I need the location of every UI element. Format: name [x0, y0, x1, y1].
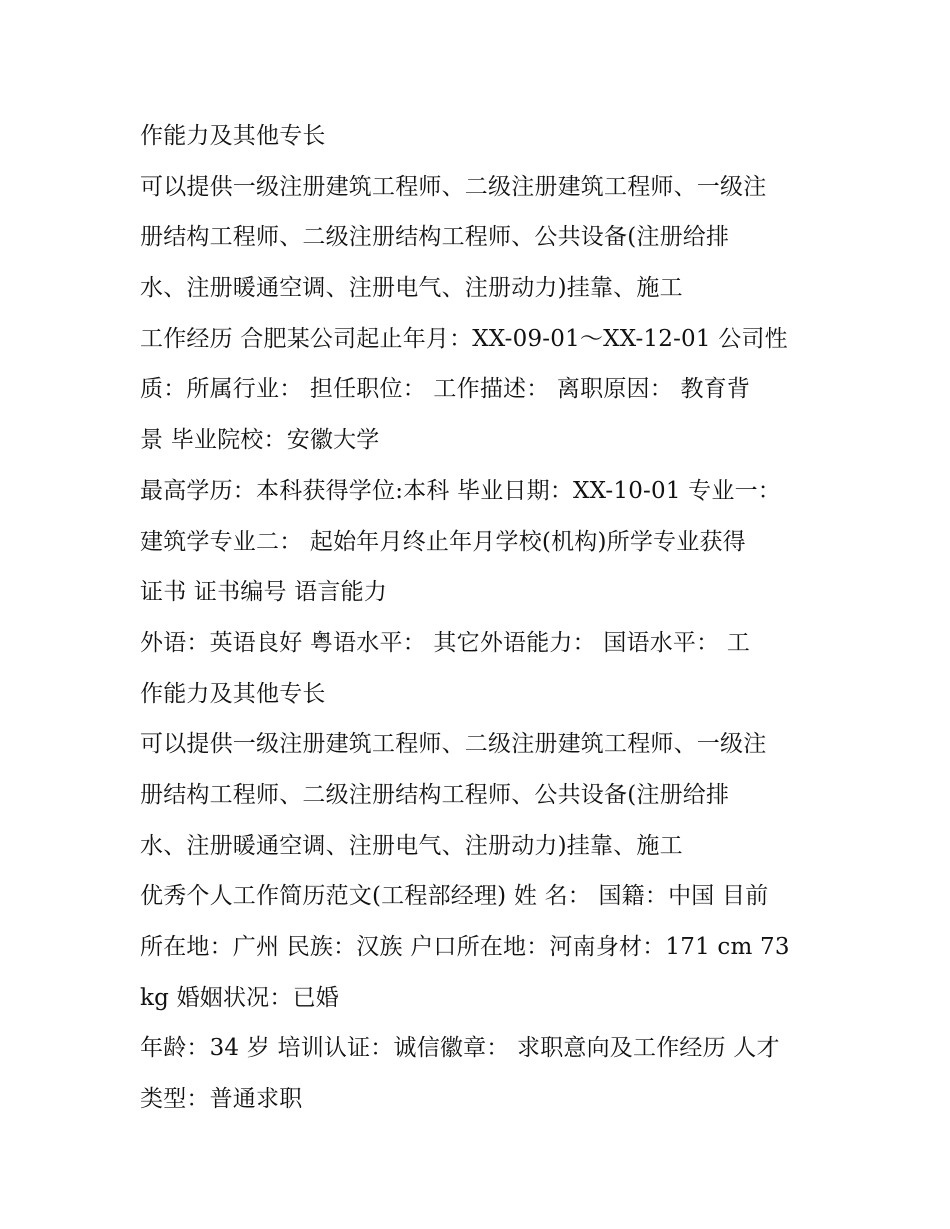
- text-line: 册结构工程师、二级注册结构工程师、公共设备(注册给排: [140, 781, 730, 808]
- text-line: 水、注册暖通空调、注册电气、注册动力)挂靠、施工: [140, 275, 683, 302]
- text-line: 证书 证书编号 语言能力: [140, 579, 388, 606]
- text-line: 工作经历 合肥某公司起止年月：XX-09-01～XX-12-01 公司性: [140, 325, 788, 352]
- text-line: 优秀个人工作简历范文(工程部经理) 姓 名： 国籍：中国 目前: [140, 883, 769, 910]
- text-line: kg 婚姻状况：已婚: [140, 984, 339, 1011]
- text-line: 册结构工程师、二级注册结构工程师、公共设备(注册给排: [140, 224, 730, 251]
- text-line: 类型：普通求职: [140, 1086, 303, 1113]
- text-line: 建筑学专业二： 起始年月终止年月学校(机构)所学专业获得: [140, 528, 746, 555]
- text-line: 景 毕业院校：安徽大学: [140, 427, 380, 454]
- text-line: 质：所属行业： 担任职位： 工作描述： 离职原因： 教育背: [140, 376, 751, 403]
- text-line: 年龄：34 岁 培训认证：诚信徽章： 求职意向及工作经历 人才: [140, 1035, 780, 1062]
- text-line: 可以提供一级注册建筑工程师、二级注册建筑工程师、一级注: [140, 731, 767, 758]
- text-line: 水、注册暖通空调、注册电气、注册动力)挂靠、施工: [140, 832, 683, 859]
- text-line: 最高学历：本科获得学位:本科 毕业日期：XX-10-01 专业一：: [140, 477, 781, 504]
- text-line: 所在地：广州 民族：汉族 户口所在地：河南身材：171 cm 73: [140, 934, 790, 960]
- text-line: 作能力及其他专长: [140, 123, 326, 149]
- text-line: 可以提供一级注册建筑工程师、二级注册建筑工程师、一级注: [140, 173, 767, 200]
- text-line: 外语：英语良好 粤语水平： 其它外语能力： 国语水平： 工: [140, 629, 751, 656]
- document-body: [140, 111, 830, 1125]
- text-line: 作能力及其他专长: [140, 680, 326, 707]
